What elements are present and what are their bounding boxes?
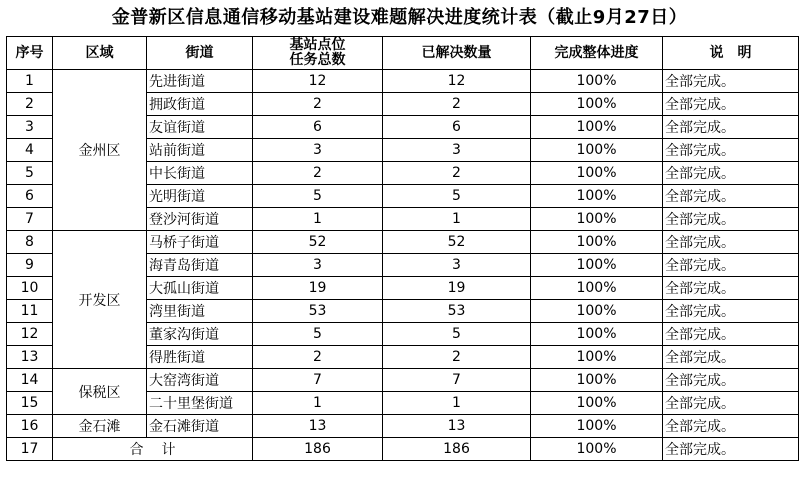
cell-resolved[interactable]: 2: [383, 162, 531, 185]
cell-note[interactable]: 全部完成。: [663, 392, 799, 415]
summary-row: [7, 438, 799, 461]
cell-seq[interactable]: 11: [7, 300, 53, 323]
cell-street[interactable]: 大窑湾街道: [147, 369, 253, 392]
cell-total[interactable]: 7: [253, 369, 383, 392]
cell-seq[interactable]: 1: [7, 70, 53, 93]
cell-resolved[interactable]: 1: [383, 208, 531, 231]
cell-note[interactable]: 全部完成。: [663, 185, 799, 208]
cell-street[interactable]: 登沙河街道: [147, 208, 253, 231]
cell-street[interactable]: 友谊街道: [147, 116, 253, 139]
table-row: [7, 231, 799, 254]
header-note[interactable]: 说 明: [663, 37, 799, 70]
cell-street[interactable]: 大孤山街道: [147, 277, 253, 300]
cell-progress[interactable]: 100%: [531, 162, 663, 185]
cell-total[interactable]: 186: [253, 438, 383, 461]
cell-note[interactable]: 全部完成。: [663, 231, 799, 254]
cell-seq[interactable]: 9: [7, 254, 53, 277]
cell-street[interactable]: 先进街道: [147, 70, 253, 93]
cell-total[interactable]: 1: [253, 208, 383, 231]
cell-resolved[interactable]: 13: [383, 415, 531, 438]
cell-note[interactable]: 全部完成。: [663, 116, 799, 139]
cell-street[interactable]: 海青岛街道: [147, 254, 253, 277]
cell-note[interactable]: 全部完成。: [663, 93, 799, 116]
cell-total[interactable]: 12: [253, 70, 383, 93]
cell-note[interactable]: 全部完成。: [663, 208, 799, 231]
cell-resolved[interactable]: 186: [383, 438, 531, 461]
cell-progress[interactable]: 100%: [531, 415, 663, 438]
table-row: [7, 369, 799, 392]
cell-total[interactable]: 3: [253, 254, 383, 277]
cell-resolved[interactable]: 3: [383, 139, 531, 162]
cell-district-kaifa[interactable]: 开发区: [53, 231, 147, 369]
header-district[interactable]: 区域: [53, 37, 147, 70]
cell-total[interactable]: 19: [253, 277, 383, 300]
cell-total[interactable]: 5: [253, 323, 383, 346]
header-total-line1: 基站点位: [289, 37, 346, 53]
table-row: [7, 70, 799, 93]
header-total-line2: 任务总数: [289, 52, 346, 68]
cell-progress[interactable]: 100%: [531, 185, 663, 208]
cell-seq[interactable]: 12: [7, 323, 53, 346]
table-row: [7, 415, 799, 438]
cell-progress[interactable]: 100%: [531, 254, 663, 277]
cell-street[interactable]: 董家沟街道: [147, 323, 253, 346]
cell-note[interactable]: 全部完成。: [663, 369, 799, 392]
cell-summary-label[interactable]: 合计: [53, 438, 253, 461]
cell-note[interactable]: 全部完成。: [663, 438, 799, 461]
cell-resolved[interactable]: 2: [383, 346, 531, 369]
progress-table: [6, 36, 799, 461]
cell-note[interactable]: 全部完成。: [663, 277, 799, 300]
cell-resolved[interactable]: 2: [383, 93, 531, 116]
cell-progress[interactable]: 100%: [531, 116, 663, 139]
cell-note[interactable]: 全部完成。: [663, 139, 799, 162]
cell-total[interactable]: 52: [253, 231, 383, 254]
cell-resolved[interactable]: 7: [383, 369, 531, 392]
cell-total[interactable]: 53: [253, 300, 383, 323]
cell-seq[interactable]: 14: [7, 369, 53, 392]
cell-progress[interactable]: 100%: [531, 369, 663, 392]
cell-seq[interactable]: 10: [7, 277, 53, 300]
header-street[interactable]: 街道: [147, 37, 253, 70]
header-resolved[interactable]: 已解决数量: [383, 37, 531, 70]
cell-resolved[interactable]: 53: [383, 300, 531, 323]
cell-resolved[interactable]: 3: [383, 254, 531, 277]
cell-note[interactable]: 全部完成。: [663, 254, 799, 277]
cell-street[interactable]: 中长街道: [147, 162, 253, 185]
cell-progress[interactable]: 100%: [531, 323, 663, 346]
cell-seq[interactable]: 16: [7, 415, 53, 438]
cell-total[interactable]: 5: [253, 185, 383, 208]
header-row: [7, 37, 799, 70]
cell-progress[interactable]: 100%: [531, 392, 663, 415]
cell-resolved[interactable]: 6: [383, 116, 531, 139]
cell-progress[interactable]: 100%: [531, 277, 663, 300]
cell-progress[interactable]: 100%: [531, 70, 663, 93]
cell-note[interactable]: 全部完成。: [663, 346, 799, 369]
cell-district-jinzhou[interactable]: 金州区: [53, 70, 147, 231]
cell-total[interactable]: 6: [253, 116, 383, 139]
cell-street[interactable]: 湾里街道: [147, 300, 253, 323]
cell-note[interactable]: 全部完成。: [663, 300, 799, 323]
cell-district-jinshitan[interactable]: 金石滩: [53, 415, 147, 438]
cell-note[interactable]: 全部完成。: [663, 415, 799, 438]
cell-total[interactable]: 2: [253, 93, 383, 116]
cell-seq[interactable]: 17: [7, 438, 53, 461]
cell-resolved[interactable]: 52: [383, 231, 531, 254]
cell-seq[interactable]: 13: [7, 346, 53, 369]
cell-note[interactable]: 全部完成。: [663, 70, 799, 93]
cell-total[interactable]: 3: [253, 139, 383, 162]
cell-street[interactable]: 得胜街道: [147, 346, 253, 369]
cell-seq[interactable]: 15: [7, 392, 53, 415]
cell-total[interactable]: 2: [253, 162, 383, 185]
cell-note[interactable]: 全部完成。: [663, 162, 799, 185]
header-total[interactable]: [253, 37, 383, 70]
cell-total[interactable]: 13: [253, 415, 383, 438]
cell-seq[interactable]: 8: [7, 231, 53, 254]
cell-note[interactable]: 全部完成。: [663, 323, 799, 346]
sheet-title: 金普新区信息通信移动基站建设难题解决进度统计表（截止9月27日）: [111, 7, 688, 28]
cell-street[interactable]: 拥政街道: [147, 93, 253, 116]
cell-progress[interactable]: 100%: [531, 438, 663, 461]
cell-district-baoshui[interactable]: 保税区: [53, 369, 147, 415]
cell-seq[interactable]: 7: [7, 208, 53, 231]
cell-seq[interactable]: 5: [7, 162, 53, 185]
cell-total[interactable]: 2: [253, 346, 383, 369]
cell-resolved[interactable]: 12: [383, 70, 531, 93]
cell-progress[interactable]: 100%: [531, 208, 663, 231]
cell-progress[interactable]: 100%: [531, 93, 663, 116]
cell-street[interactable]: 金石滩街道: [147, 415, 253, 438]
cell-street[interactable]: 马桥子街道: [147, 231, 253, 254]
cell-progress[interactable]: 100%: [531, 231, 663, 254]
cell-street[interactable]: 二十里堡街道: [147, 392, 253, 415]
cell-seq[interactable]: 2: [7, 93, 53, 116]
cell-total[interactable]: 1: [253, 392, 383, 415]
cell-resolved[interactable]: 5: [383, 323, 531, 346]
cell-resolved[interactable]: 19: [383, 277, 531, 300]
header-seq[interactable]: 序号: [7, 37, 53, 70]
header-progress[interactable]: 完成整体进度: [531, 37, 663, 70]
cell-progress[interactable]: 100%: [531, 139, 663, 162]
cell-street[interactable]: 光明街道: [147, 185, 253, 208]
cell-seq[interactable]: 4: [7, 139, 53, 162]
cell-street[interactable]: 站前街道: [147, 139, 253, 162]
cell-seq[interactable]: 3: [7, 116, 53, 139]
cell-seq[interactable]: 6: [7, 185, 53, 208]
cell-resolved[interactable]: 1: [383, 392, 531, 415]
cell-progress[interactable]: 100%: [531, 346, 663, 369]
cell-progress[interactable]: 100%: [531, 300, 663, 323]
cell-resolved[interactable]: 5: [383, 185, 531, 208]
